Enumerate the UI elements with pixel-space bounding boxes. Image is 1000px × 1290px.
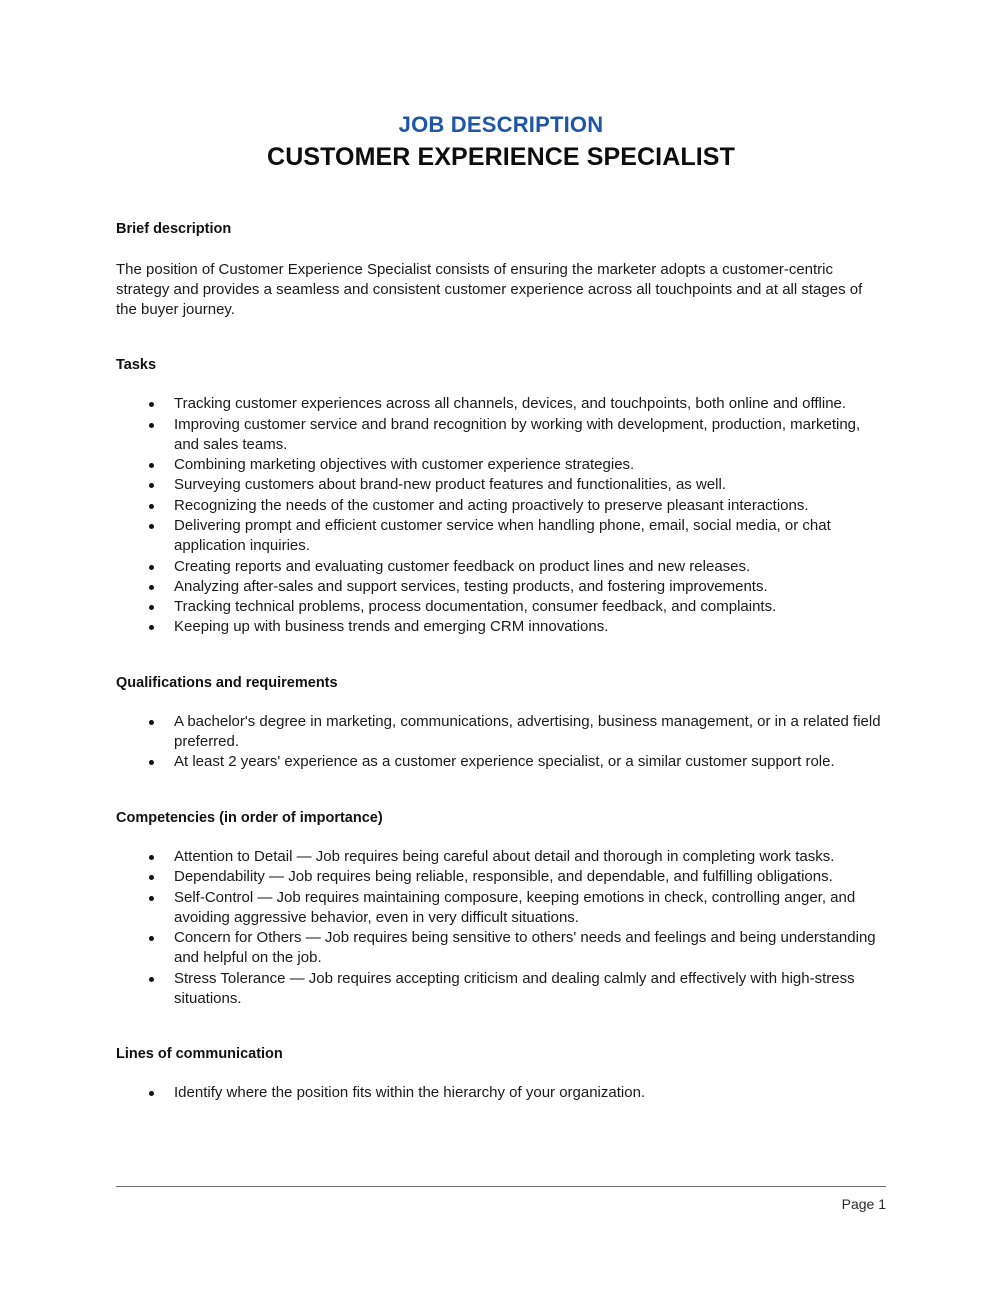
bullet-icon bbox=[149, 504, 154, 509]
spacer bbox=[116, 692, 886, 712]
section-lines-of-communication bbox=[116, 1045, 886, 1103]
list-item-text: Keeping up with business trends and emerging CRM innovations. bbox=[174, 618, 609, 636]
document-kicker: JOB DESCRIPTION bbox=[398, 112, 604, 137]
list-item bbox=[116, 557, 886, 577]
bullet-icon bbox=[149, 585, 154, 590]
list-item-text: Tracking customer experiences across all channels, devices, and touchpoints, both online and offline. bbox=[174, 395, 847, 413]
spacer bbox=[116, 827, 886, 847]
list-item bbox=[116, 617, 886, 637]
bullet-icon bbox=[149, 720, 154, 725]
bullet-icon bbox=[149, 402, 154, 407]
brief-description-paragraph: The position of Customer Experience Specialist consists of ensuring the marketer adopts a customer-centric strategy and provides a seamless and consistent customer experience across all touchpoints and at all stages of the buyer journey. bbox=[116, 261, 863, 319]
footer-divider bbox=[116, 1186, 886, 1187]
bullet-icon bbox=[149, 524, 154, 529]
bullet-icon bbox=[149, 423, 154, 428]
section-heading-brief-description: Brief description bbox=[116, 220, 232, 237]
list-item-text: Self-Control — Job requires maintaining composure, keeping emotions in check, controlling anger, and avoiding aggressive behavior, even in very difficult situations. bbox=[174, 888, 856, 926]
list-item-text: Recognizing the needs of the customer and acting proactively to preserve pleasant interactions. bbox=[174, 496, 809, 514]
list-item bbox=[116, 712, 886, 753]
section-heading-tasks: Tasks bbox=[116, 357, 157, 374]
bullet-icon bbox=[149, 605, 154, 610]
list-item-text: Concern for Others — Job requires being sensitive to others' needs and feelings and being understanding and helpful on the job. bbox=[174, 929, 876, 967]
list-item bbox=[116, 475, 886, 495]
list-item bbox=[116, 928, 886, 969]
communication-list bbox=[116, 1083, 886, 1103]
list-item-text: Delivering prompt and efficient customer service when handling phone, email, social media, or chat application inquiries. bbox=[174, 516, 831, 555]
section-heading-qualifications: Qualifications and requirements bbox=[116, 674, 338, 691]
list-item bbox=[116, 1083, 886, 1103]
bullet-icon bbox=[149, 875, 154, 880]
document-body bbox=[116, 0, 886, 1104]
section-heading-competencies: Competencies (in order of importance) bbox=[116, 809, 383, 826]
list-item bbox=[116, 415, 886, 456]
list-item bbox=[116, 969, 886, 1010]
list-item-text: Tracking technical problems, process documentation, consumer feedback, and complaints. bbox=[174, 598, 777, 616]
list-item bbox=[116, 752, 886, 772]
section-competencies bbox=[116, 809, 886, 1010]
list-item bbox=[116, 455, 886, 475]
bullet-icon bbox=[149, 565, 154, 570]
section-brief-description bbox=[116, 220, 886, 320]
page-footer bbox=[116, 1186, 886, 1213]
list-item bbox=[116, 597, 886, 617]
document-title-block bbox=[116, 0, 886, 172]
page-number: Page 1 bbox=[841, 1196, 886, 1212]
bullet-icon bbox=[149, 855, 154, 860]
list-item-text: Identify where the position fits within the hierarchy of your organization. bbox=[174, 1084, 646, 1102]
list-item bbox=[116, 516, 886, 557]
list-item-text: Improving customer service and brand recognition by working with development, production, marketing, and sales teams. bbox=[174, 415, 861, 453]
section-tasks bbox=[116, 356, 886, 638]
spacer bbox=[116, 638, 886, 674]
spacer bbox=[116, 1063, 886, 1083]
list-item bbox=[116, 496, 886, 516]
list-item-text: Combining marketing objectives with customer experience strategies. bbox=[174, 456, 635, 474]
list-item bbox=[116, 577, 886, 597]
list-item-text: Stress Tolerance — Job requires accepting criticism and dealing calmly and effectively with high-stress situations. bbox=[174, 969, 855, 1007]
spacer bbox=[116, 374, 886, 394]
bullet-icon bbox=[149, 1091, 154, 1096]
bullet-icon bbox=[149, 463, 154, 468]
section-qualifications bbox=[116, 674, 886, 773]
list-item-text: Dependability — Job requires being reliable, responsible, and dependable, and fulfilling obligations. bbox=[174, 868, 833, 886]
list-item-text: Analyzing after-sales and support services, testing products, and fostering improvements. bbox=[174, 577, 768, 595]
bullet-icon bbox=[149, 483, 154, 488]
spacer bbox=[116, 320, 886, 356]
list-item-text: Creating reports and evaluating customer feedback on product lines and new releases. bbox=[174, 557, 751, 575]
spacer bbox=[116, 773, 886, 809]
bullet-icon bbox=[149, 896, 154, 901]
qualifications-list bbox=[116, 712, 886, 773]
list-item bbox=[116, 888, 886, 929]
list-item bbox=[116, 847, 886, 867]
list-item-text: At least 2 years' experience as a customer experience specialist, or a similar customer support role. bbox=[174, 753, 835, 771]
spacer bbox=[116, 1009, 886, 1045]
list-item-text: Surveying customers about brand-new product features and functionalities, as well. bbox=[174, 476, 726, 494]
spacer bbox=[116, 172, 886, 220]
list-item-text: A bachelor's degree in marketing, communications, advertising, business management, or in a related field preferred. bbox=[174, 712, 881, 751]
bullet-icon bbox=[149, 625, 154, 630]
list-item bbox=[116, 867, 886, 887]
bullet-icon bbox=[149, 977, 154, 982]
list-item bbox=[116, 394, 886, 414]
bullet-icon bbox=[149, 936, 154, 941]
bullet-icon bbox=[149, 760, 154, 765]
section-heading-lines-of-communication: Lines of communication bbox=[116, 1046, 283, 1063]
spacer bbox=[116, 238, 886, 260]
tasks-list bbox=[116, 394, 886, 638]
page-title: CUSTOMER EXPERIENCE SPECIALIST bbox=[267, 142, 735, 171]
list-item-text: Attention to Detail — Job requires being careful about detail and thorough in completing work tasks. bbox=[174, 847, 835, 865]
competencies-list bbox=[116, 847, 886, 1009]
